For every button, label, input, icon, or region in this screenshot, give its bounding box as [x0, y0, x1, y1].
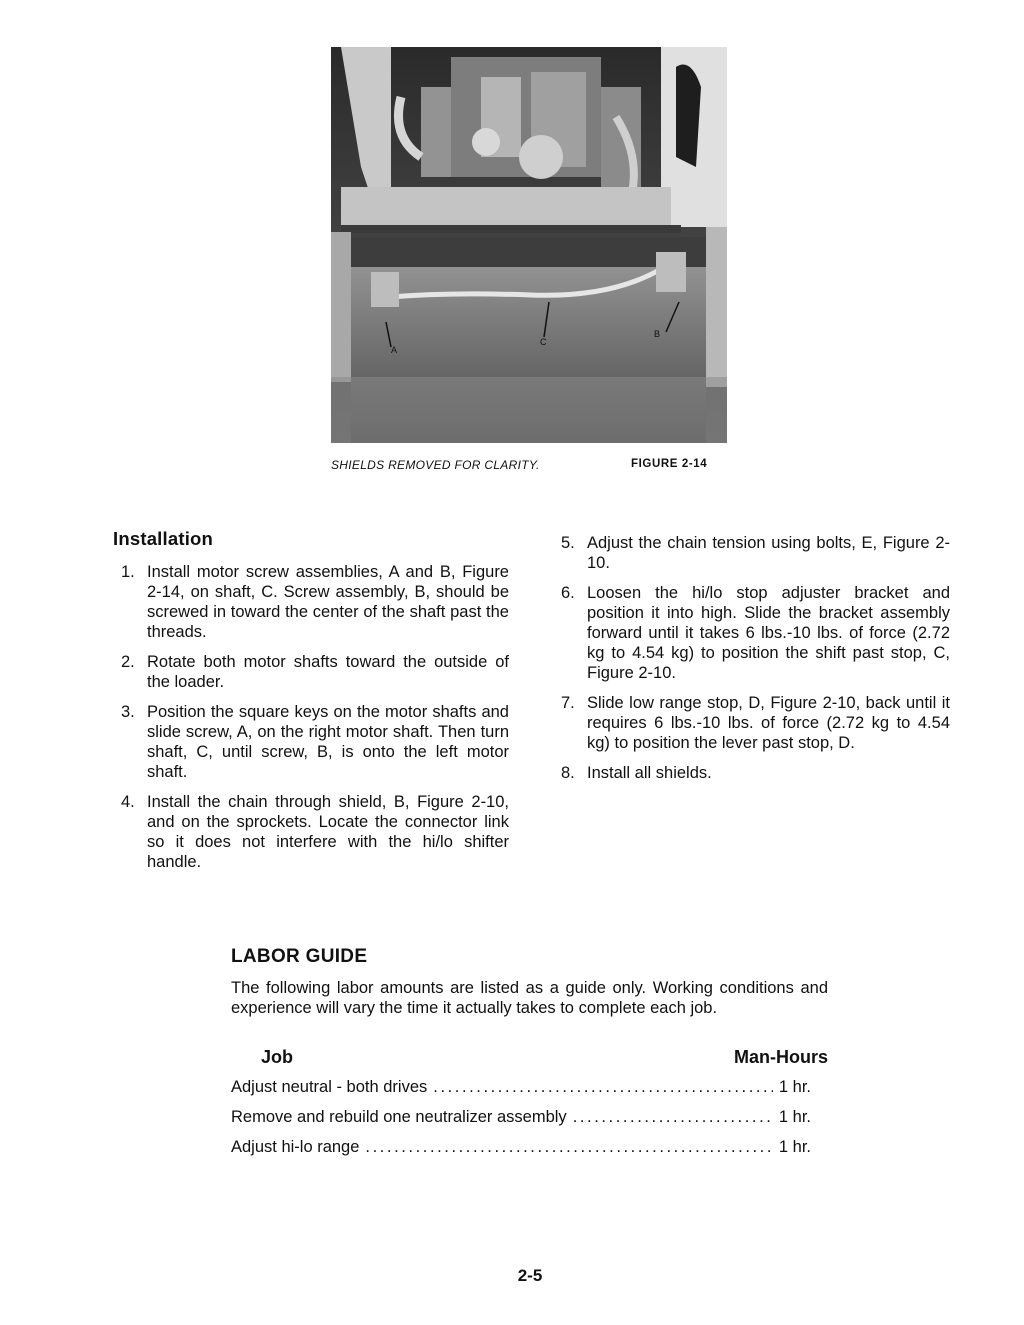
labor-row	[231, 1137, 811, 1157]
step-item	[121, 792, 509, 872]
labor-row	[231, 1107, 811, 1127]
step-number: 3.	[121, 703, 135, 721]
callout-c: C	[540, 337, 547, 347]
labor-task: Remove and rebuild one neutralizer assembly	[231, 1108, 567, 1126]
step-number: 1.	[121, 563, 135, 581]
step-item	[561, 583, 950, 683]
step-text: Install the chain through shield, B, Figure 2-10, and on the sprockets. Locate the connector link so it does not interfere with the hi/lo shifter handle.	[147, 793, 509, 871]
figure-label: FIGURE 2-14	[631, 458, 708, 470]
labor-guide-heading: LABOR GUIDE	[231, 946, 368, 967]
step-text: Install all shields.	[587, 764, 712, 782]
step-number: 5.	[561, 534, 575, 552]
labor-hours: 1 hr.	[778, 1078, 811, 1096]
labor-hours: 1 hr.	[778, 1108, 811, 1126]
step-item	[561, 693, 950, 753]
callout-b: B	[654, 329, 661, 339]
figure-photo	[331, 47, 727, 443]
labor-col-job: Job	[261, 1047, 294, 1067]
step-item	[121, 702, 509, 782]
page-number: 2-5	[517, 1266, 543, 1285]
labor-task: Adjust hi-lo range	[231, 1138, 360, 1156]
installation-steps-left	[121, 562, 509, 882]
step-text: Slide low range stop, D, Figure 2-10, back until it requires 6 lbs.-10 lbs. of force (2.72 kg to 4.54 kg) to position the lever past stop, D.	[587, 694, 950, 752]
loader-drive-photo	[331, 47, 727, 443]
labor-col-man-hours: Man-Hours	[734, 1047, 828, 1067]
installation-heading: Installation	[113, 528, 214, 549]
dot-leader	[365, 1137, 772, 1157]
step-text: Install motor screw assemblies, A and B, Figure 2-14, on shaft, C. Screw assembly, B, should be screwed in toward the center of the shaft past the threads.	[147, 563, 509, 641]
labor-row	[231, 1077, 811, 1097]
step-item	[561, 533, 950, 573]
callout-a: A	[391, 345, 398, 355]
labor-guide-intro: The following labor amounts are listed as a guide only. Working conditions and experience will vary the time it actually takes to complete each job.	[231, 979, 828, 1017]
step-text: Adjust the chain tension using bolts, E, Figure 2-10.	[587, 534, 950, 572]
dot-leader	[573, 1107, 773, 1127]
step-item	[121, 652, 509, 692]
step-number: 6.	[561, 584, 575, 602]
step-text: Rotate both motor shafts toward the outside of the loader.	[147, 653, 509, 691]
step-number: 8.	[561, 764, 575, 782]
step-item	[121, 562, 509, 642]
labor-task: Adjust neutral - both drives	[231, 1078, 428, 1096]
step-number: 2.	[121, 653, 135, 671]
step-text: Loosen the hi/lo stop adjuster bracket and position it into high. Slide the bracket assembly forward until it takes 6 lbs.-10 lbs. of force (2.72 kg to 4.54 kg) to position the shift past stop, C, Figure 2-10.	[587, 584, 950, 682]
dot-leader	[433, 1077, 773, 1097]
installation-steps-right	[561, 533, 950, 793]
step-number: 4.	[121, 793, 135, 811]
step-item	[561, 763, 950, 783]
figure-caption-note: SHIELDS REMOVED FOR CLARITY.	[331, 458, 540, 472]
labor-hours: 1 hr.	[778, 1138, 811, 1156]
step-text: Position the square keys on the motor shafts and slide screw, A, on the right motor shaft. Then turn shaft, C, until screw, B, is onto the left motor shaft.	[147, 703, 509, 781]
step-number: 7.	[561, 694, 575, 712]
